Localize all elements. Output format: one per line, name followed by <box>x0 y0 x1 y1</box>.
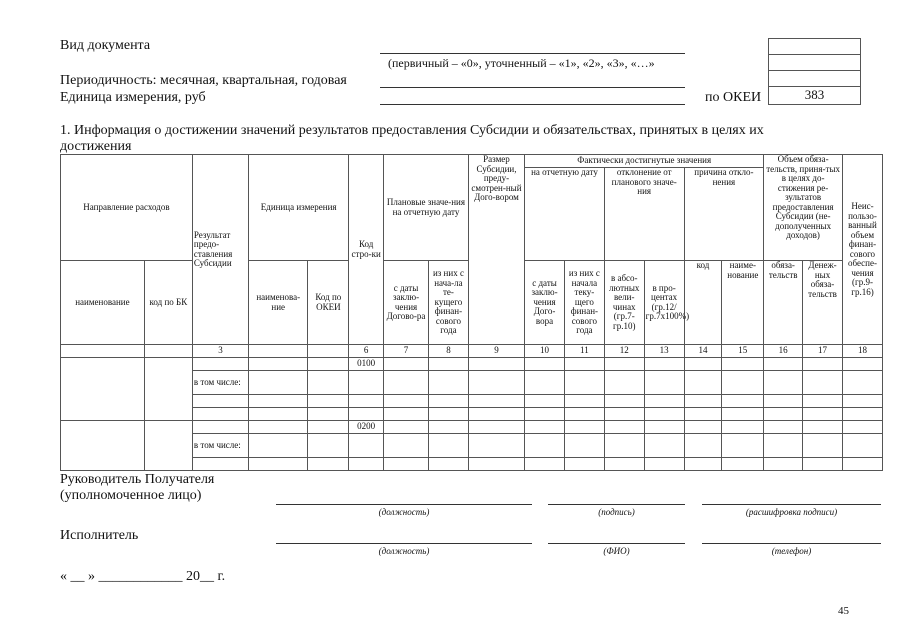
cell[interactable] <box>684 408 722 421</box>
cell[interactable] <box>764 434 803 458</box>
col-number: 18 <box>842 345 882 358</box>
cell[interactable] <box>249 458 308 471</box>
cell[interactable] <box>842 358 882 371</box>
cell[interactable] <box>308 408 349 421</box>
cell[interactable] <box>644 458 684 471</box>
th-from-fy-start: из них с нача-ла те-кущего финан-сового года <box>429 261 469 345</box>
cell[interactable] <box>384 408 429 421</box>
cell[interactable] <box>429 434 469 458</box>
th-act-from-fy: из них с начала теку-щего финан-сового года <box>564 261 604 345</box>
cell[interactable] <box>384 458 429 471</box>
cell[interactable] <box>764 421 803 434</box>
cell[interactable] <box>384 358 429 371</box>
cell[interactable] <box>842 408 882 421</box>
fio-hint: (ФИО) <box>603 546 630 556</box>
cell[interactable] <box>564 371 604 395</box>
cell[interactable] <box>249 371 308 395</box>
col-number: 11 <box>564 345 604 358</box>
page-number: 45 <box>838 605 849 617</box>
cell[interactable] <box>429 358 469 371</box>
cell[interactable] <box>842 434 882 458</box>
executor-fio-line[interactable] <box>548 543 685 544</box>
doc-type-label: Вид документа <box>60 38 151 53</box>
cell[interactable] <box>803 371 843 395</box>
col-number: 3 <box>192 345 248 358</box>
code-box-periodicity-2[interactable] <box>769 71 860 87</box>
cell[interactable] <box>429 371 469 395</box>
cell[interactable] <box>722 371 764 395</box>
cell[interactable] <box>468 434 524 458</box>
column-number-row <box>61 345 883 358</box>
date-line[interactable]: « __ » ____________ 20__ г. <box>60 569 226 584</box>
col-number <box>249 345 308 358</box>
cell[interactable] <box>722 358 764 371</box>
cell[interactable] <box>842 395 882 408</box>
row-code-0200: 0200 <box>349 421 384 434</box>
col-number: 13 <box>644 345 684 358</box>
th-result: Результат предо-ставления Субсидии <box>192 155 248 345</box>
cell[interactable] <box>192 395 248 408</box>
th-planned: Плановые значе-ния на отчетную дату <box>384 155 469 261</box>
cell[interactable] <box>429 458 469 471</box>
unit-line[interactable] <box>380 104 685 105</box>
cell[interactable] <box>384 395 429 408</box>
cell[interactable] <box>842 371 882 395</box>
cell[interactable] <box>764 358 803 371</box>
cell[interactable] <box>644 434 684 458</box>
cell[interactable] <box>525 408 565 421</box>
table-row-0200 <box>61 421 883 434</box>
col-number: 10 <box>525 345 565 358</box>
cell[interactable] <box>644 358 684 371</box>
th-reason-name: наиме-нование <box>722 261 764 345</box>
including-label: в том числе: <box>192 371 248 395</box>
cell-result[interactable] <box>192 421 248 434</box>
position-hint: (должность) <box>378 546 430 556</box>
col-number: 6 <box>349 345 384 358</box>
cell[interactable] <box>684 434 722 458</box>
cell-result[interactable] <box>192 358 248 371</box>
th-obl-obligations: обяза-тельств <box>764 261 803 345</box>
cell[interactable] <box>192 458 248 471</box>
cell[interactable] <box>604 358 644 371</box>
cell[interactable] <box>764 395 803 408</box>
including-label: в том числе: <box>192 434 248 458</box>
code-box-doc-type[interactable] <box>769 39 860 55</box>
cell[interactable] <box>249 434 308 458</box>
cell[interactable] <box>308 458 349 471</box>
cell[interactable] <box>525 395 565 408</box>
head-decoding-line[interactable] <box>702 504 881 505</box>
cell[interactable] <box>644 395 684 408</box>
col-number: 15 <box>722 345 764 358</box>
th-okei-code: Код по ОКЕИ <box>308 261 349 345</box>
cell[interactable] <box>604 395 644 408</box>
cell[interactable] <box>644 408 684 421</box>
cell[interactable] <box>842 421 882 434</box>
section-title-line2: достижения <box>60 139 132 154</box>
cell[interactable] <box>722 421 764 434</box>
decoding-hint: (расшифровка подписи) <box>745 507 838 517</box>
cell[interactable] <box>249 358 308 371</box>
cell[interactable] <box>525 421 565 434</box>
cell[interactable] <box>384 421 429 434</box>
cell-bk-code-1[interactable] <box>144 358 192 421</box>
cell[interactable] <box>722 458 764 471</box>
cell[interactable] <box>349 434 384 458</box>
cell[interactable] <box>192 408 248 421</box>
executor-position-line[interactable] <box>276 543 532 544</box>
cell[interactable] <box>803 434 843 458</box>
cell[interactable] <box>468 408 524 421</box>
th-actual: Фактически достигнутые значения <box>525 155 764 168</box>
th-act-from-contract: с даты заклю-чения Дого-вора <box>525 261 565 345</box>
cell[interactable] <box>308 434 349 458</box>
report-table <box>60 154 883 471</box>
executor-label: Исполнитель <box>60 528 139 543</box>
cell-direction-name-2[interactable] <box>61 421 145 471</box>
cell[interactable] <box>525 371 565 395</box>
cell[interactable] <box>684 395 722 408</box>
cell[interactable] <box>249 395 308 408</box>
cell-bk-code-2[interactable] <box>144 421 192 471</box>
th-obl-monetary: Денеж-ных обяза-тельств <box>803 261 843 345</box>
col-number <box>144 345 192 358</box>
cell[interactable] <box>722 395 764 408</box>
col-number: 7 <box>384 345 429 358</box>
cell[interactable] <box>684 458 722 471</box>
periodicity-line[interactable] <box>380 87 685 88</box>
th-dev-percent: в про-центах (гр.12/гр.7х100%) <box>644 261 684 345</box>
cell[interactable] <box>525 434 565 458</box>
cell[interactable] <box>249 421 308 434</box>
periodicity-label: Периодичность: месячная, квартальная, годовая <box>60 73 347 88</box>
cell[interactable] <box>764 408 803 421</box>
th-unit: Единица измерения <box>249 155 349 261</box>
th-dev-absolute: в абсо-лютных вели-чинах (гр.7-гр.10) <box>604 261 644 345</box>
cell[interactable] <box>803 458 843 471</box>
executor-phone-line[interactable] <box>702 543 881 544</box>
cell[interactable] <box>722 434 764 458</box>
cell[interactable] <box>564 458 604 471</box>
row-code-0100: 0100 <box>349 358 384 371</box>
cell[interactable] <box>525 358 565 371</box>
cell[interactable] <box>468 421 524 434</box>
th-from-contract-date: с даты заклю-чения Догово-ра <box>384 261 429 345</box>
col-number: 14 <box>684 345 722 358</box>
col-number: 12 <box>604 345 644 358</box>
cell[interactable] <box>468 458 524 471</box>
th-bk-code: код по БК <box>144 261 192 345</box>
th-reason-code: код <box>684 261 722 345</box>
okei-code-cell: 383 <box>804 87 825 102</box>
head-position-line[interactable] <box>276 504 532 505</box>
cell[interactable] <box>803 395 843 408</box>
cell[interactable] <box>764 371 803 395</box>
cell[interactable] <box>684 371 722 395</box>
cell[interactable] <box>722 408 764 421</box>
col-number: 8 <box>429 345 469 358</box>
th-subsidy-amount: Размер Субсидии, преду-смотрен-ный Дого-вором <box>468 155 524 345</box>
cell[interactable] <box>604 408 644 421</box>
th-direction: Направление расходов <box>61 155 193 261</box>
cell[interactable] <box>308 421 349 434</box>
th-reason: причина откло-нения <box>684 168 764 261</box>
position-hint: (должность) <box>378 507 430 517</box>
cell[interactable] <box>429 408 469 421</box>
th-name: наименование <box>61 261 145 345</box>
cell[interactable] <box>644 371 684 395</box>
th-row-code: Код стро-ки <box>349 155 384 345</box>
col-number <box>308 345 349 358</box>
okei-label: по ОКЕИ <box>705 90 762 105</box>
phone-hint: (телефон) <box>771 546 812 556</box>
cell[interactable] <box>308 358 349 371</box>
cell-direction-name-1[interactable] <box>61 358 145 421</box>
cell[interactable] <box>349 395 384 408</box>
th-unit-name: наименова-ние <box>249 261 308 345</box>
cell[interactable] <box>764 458 803 471</box>
th-deviation: отклонение от планового значе-ния <box>604 168 684 261</box>
cell[interactable] <box>604 371 644 395</box>
cell[interactable] <box>349 458 384 471</box>
cell[interactable] <box>384 434 429 458</box>
cell[interactable] <box>468 358 524 371</box>
cell[interactable] <box>564 421 604 434</box>
doc-type-hint: (первичный – «0», уточненный – «1», «2», «3», «…» <box>388 56 655 70</box>
section-title-line1: 1. Информация о достижении значений результатов предоставления Субсидии и обязательствах, принятых в целях их <box>60 123 764 138</box>
cell[interactable] <box>249 408 308 421</box>
th-unused: Неис-пользо-ванный объем финан-сового обеспе-чения (гр.9-гр.16) <box>842 155 882 345</box>
doc-type-line[interactable] <box>380 53 685 54</box>
cell[interactable] <box>429 395 469 408</box>
cell[interactable] <box>384 371 429 395</box>
unit-label: Единица измерения, руб <box>60 90 206 105</box>
cell[interactable] <box>564 434 604 458</box>
head-signature-line[interactable] <box>548 504 685 505</box>
cell[interactable] <box>564 395 604 408</box>
th-on-report-date: на отчетную дату <box>525 168 605 261</box>
cell[interactable] <box>349 371 384 395</box>
cell[interactable] <box>684 421 722 434</box>
th-obligations: Объем обяза-тельств, приня-тых в целях до-стижения ре-зультатов предоставления Субсидии (не-дополученных доходов) <box>764 155 843 261</box>
col-number: 9 <box>468 345 524 358</box>
code-box <box>768 38 861 105</box>
cell[interactable] <box>468 395 524 408</box>
cell[interactable] <box>803 358 843 371</box>
cell[interactable] <box>842 458 882 471</box>
cell[interactable] <box>604 434 644 458</box>
signature-hint: (подпись) <box>598 507 635 517</box>
cell[interactable] <box>803 421 843 434</box>
col-number: 16 <box>764 345 803 358</box>
cell[interactable] <box>349 408 384 421</box>
head-label-line1: Руководитель Получателя <box>60 472 215 487</box>
cell[interactable] <box>564 358 604 371</box>
cell[interactable] <box>803 408 843 421</box>
col-number <box>61 345 145 358</box>
cell[interactable] <box>468 371 524 395</box>
col-number: 17 <box>803 345 843 358</box>
cell[interactable] <box>308 395 349 408</box>
cell[interactable] <box>684 358 722 371</box>
cell[interactable] <box>604 421 644 434</box>
cell[interactable] <box>644 421 684 434</box>
cell[interactable] <box>564 408 604 421</box>
cell[interactable] <box>308 371 349 395</box>
head-label-line2: (уполномоченное лицо) <box>60 488 202 503</box>
cell[interactable] <box>429 421 469 434</box>
table-row-0100 <box>61 358 883 371</box>
cell[interactable] <box>525 458 565 471</box>
code-box-periodicity-1[interactable] <box>769 55 860 71</box>
cell[interactable] <box>604 458 644 471</box>
